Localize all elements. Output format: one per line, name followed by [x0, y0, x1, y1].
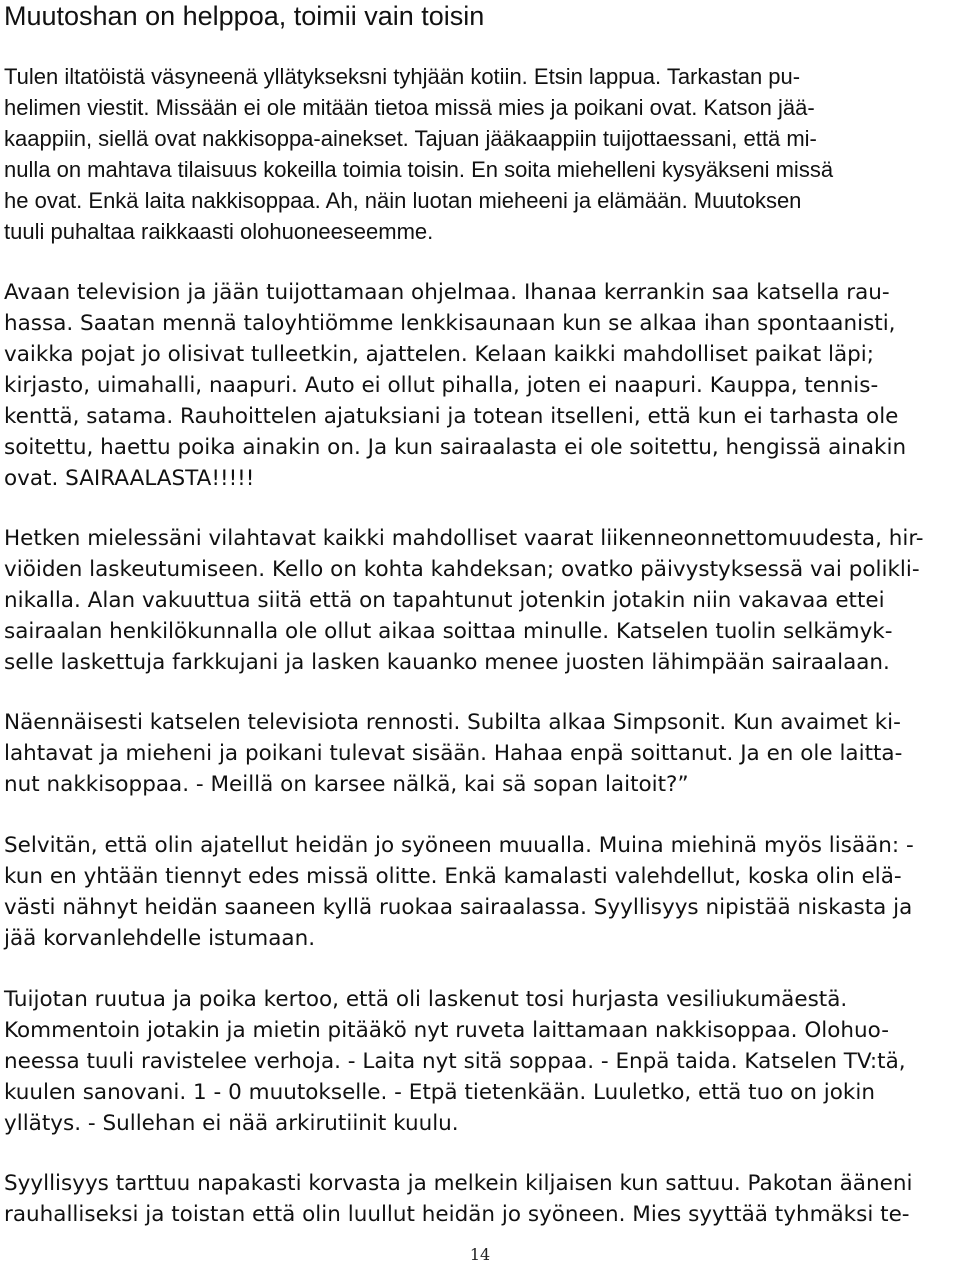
paragraph-4: Näennäisesti katselen televisiota rennosti. Subilta alkaa Simpsonit. Kun avaimet ki- lahtavat ja mieheni ja poikani tulevat sisään. Hahaa enpä soittanut. Ja en ole laitta- nut nakkisoppaa. - Meillä on karsee nälkä, kai sä sopan laitoit?” — [4, 710, 903, 797]
paragraph-5: Selvitän, että olin ajatellut heidän jo syöneen muualla. Muina miehinä myös lisään: - kun en yhtään tiennyt edes missä olitte. Enkä kamalasti valehdellut, koska olin elä- västi nähnyt heidän saaneen kyllä ruokaa sairaalassa. Syyllisyys nipistää niskasta ja jää korvanlehdelle istumaan. — [4, 833, 914, 951]
paragraph-2: Avaan television ja jään tuijottamaan ohjelmaa. Ihanaa kerrankin saa katsella rau- hassa. Saatan mennä taloyhtiömme lenkkisaunaan kun se alkaa ihan spontaanisti, vaikka pojat jo olisivat tulleetkin, ajattelen. Kelaan kaikki mahdolliset paikat läpi; kirjasto, uimahalli, naapuri. Auto ei ollut pihalla, joten ei naapuri. Kauppa, tennis- kenttä, satama. Rauhoittelen ajatuksiani ja totean itselleni, että kun ei tarhasta ole soitettu, haettu poika ainakin on. Ja kun sairaalasta ei ole soitettu, hengissä ainakin ovat. SAIRAALASTA!!!!! — [4, 280, 907, 491]
page-title: Muutoshan on helppoa, toimii vain toisin — [4, 1, 485, 31]
paragraph-7: Syyllisyys tarttuu napakasti korvasta ja melkein kiljaisen kun sattuu. Pakotan ääneni rauhalliseksi ja toistan että olin luullut heidän jo syöneen. Mies syyttää tyhmäksi te- — [4, 1171, 913, 1227]
paragraph-3: Hetken mielessäni vilahtavat kaikki mahdolliset vaarat liikenneonnettomuudesta, hir- viöiden laskeutumiseen. Kello on kohta kahdeksan; ovatko päivystyksessä vai polikli- nikalla. Alan vakuuttua siitä että on tapahtunut jotenkin jotakin niin vakavaa ettei sairaalan henkilökunnalla ole ollut aikaa soittaa minulle. Katselen tuolin selkämyk- selle laskettuja farkkujani ja lasken kauanko menee juosten lähimpään sairaalaan. — [4, 526, 924, 675]
page-number: 14 — [469, 1245, 491, 1264]
paragraph-1: Tulen iltatöistä väsyneenä yllätykseksni tyhjään kotiin. Etsin lappua. Tarkastan pu- helimen viestit. Missään ei ole mitään tietoa missä mies ja poikani ovat. Katson jää- kaappiin, siellä ovat nakkisoppa-ainekset. Tajuan jääkaappiin tuijottaessani, että mi- nulla on mahtava tilaisuus kokeilla toimia toisin. En soita miehelleni kysyäkseni missä he ovat. Enkä laita nakkisoppaa. Ah, näin luotan mieheeni ja elämään. Muutoksen tuuli puhaltaa raikkaasti olohuoneeseemme. — [4, 64, 834, 244]
paragraph-6: Tuijotan ruutua ja poika kertoo, että oli laskenut tosi hurjasta vesiliukumäestä. Kommentoin jotakin ja mietin pitääkö nyt ruveta laittamaan nakkisoppaa. Olohuo- neessa tuuli ravistelee verhoja. - Laita nyt sitä soppaa. - Enpä taida. Katselen TV:tä, kuulen sanovani. 1 - 0 muutokselle. - Etpä tietenkään. Luuletko, että tuo on jokin yllätys. - Sullehan ei nää arkirutiinit kuulu. — [4, 987, 906, 1136]
